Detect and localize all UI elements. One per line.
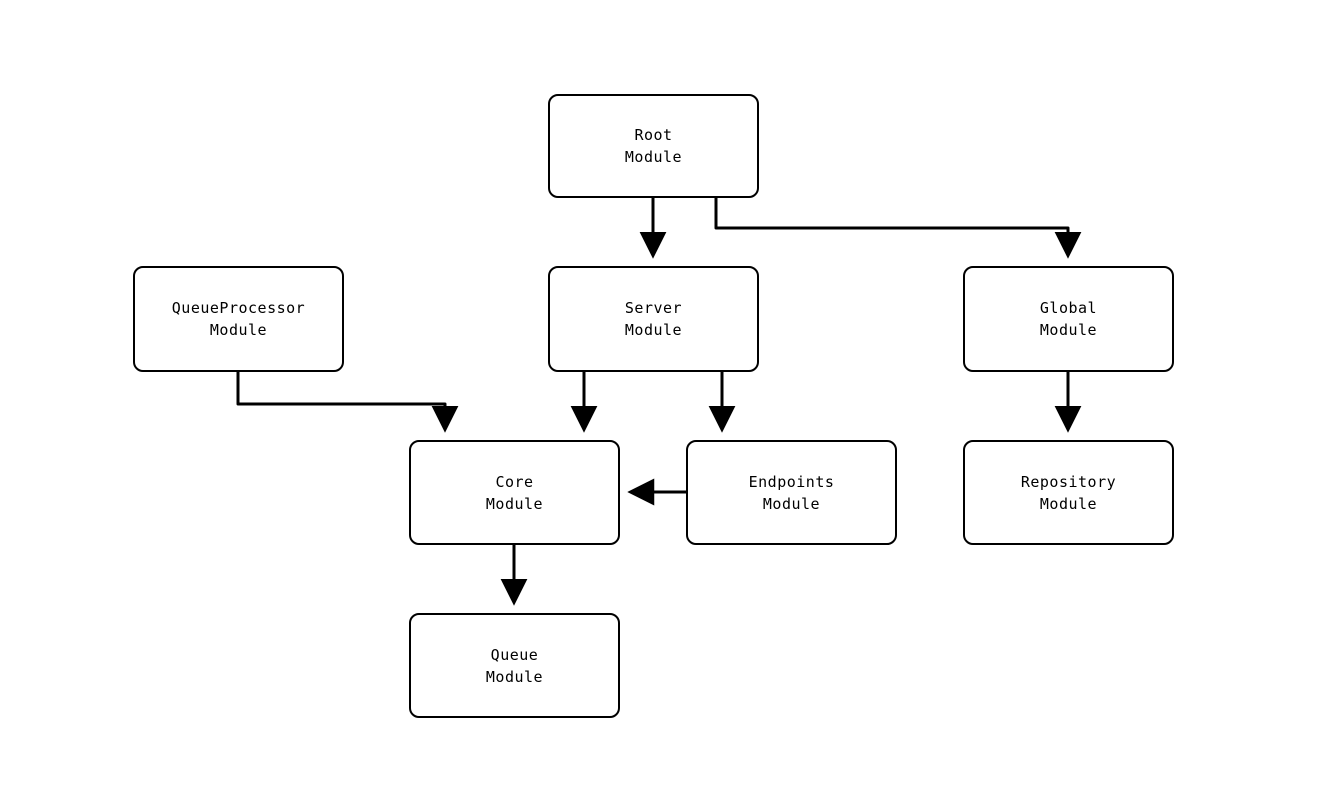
node-queueprocessor-module-line2: Module — [209, 321, 268, 339]
node-server-module-line1: Server — [624, 299, 683, 317]
node-global-module[interactable] — [963, 266, 1174, 372]
node-repository-module[interactable] — [963, 440, 1174, 545]
node-repository-module-line1: Repository — [1020, 472, 1117, 491]
node-server-module[interactable] — [548, 266, 759, 372]
node-core-module-line1: Core — [495, 472, 534, 491]
node-queue-module-line1: Queue — [490, 645, 539, 664]
edge-queueprocessor-to-core — [238, 372, 445, 426]
node-endpoints-module-line2: Module — [762, 494, 821, 513]
node-queue-module-line2: Module — [485, 667, 544, 686]
node-queueprocessor-module[interactable] — [133, 266, 344, 372]
node-repository-module-line2: Module — [1039, 494, 1098, 513]
node-root-module[interactable] — [548, 94, 759, 198]
node-queue-module[interactable] — [409, 613, 620, 718]
node-core-module[interactable] — [409, 440, 620, 545]
node-server-module-line2: Module — [624, 321, 683, 339]
node-endpoints-module-line1: Endpoints — [748, 472, 835, 491]
node-global-module-line2: Module — [1039, 321, 1098, 339]
node-root-module-line2: Module — [624, 148, 683, 166]
node-queueprocessor-module-line1: QueueProcessor — [171, 299, 306, 317]
edge-root-to-global — [716, 198, 1068, 252]
node-endpoints-module[interactable] — [686, 440, 897, 545]
node-root-module-line1: Root — [634, 126, 673, 144]
node-core-module-line2: Module — [485, 494, 544, 513]
node-global-module-line1: Global — [1039, 299, 1098, 317]
